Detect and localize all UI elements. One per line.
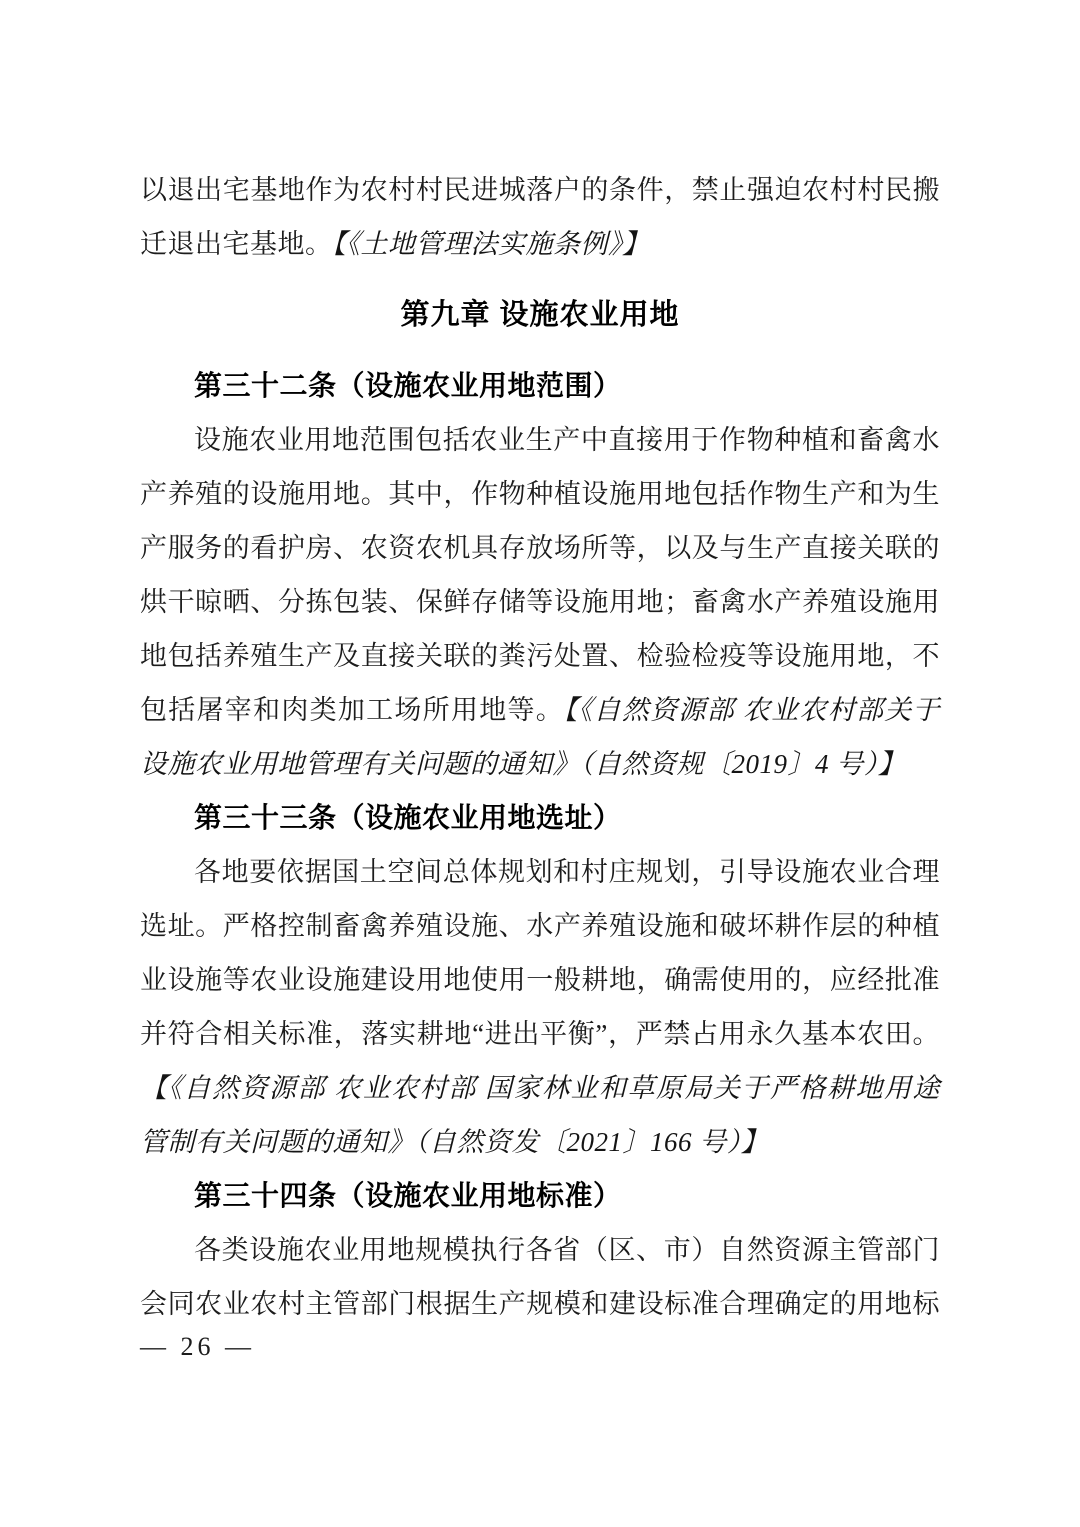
body-text: 迁退出宅基地。: [140, 229, 333, 259]
body-text: 会同农业农村主管部门根据生产规模和建设标准合理确定的用地标: [140, 1289, 940, 1319]
body-text: 产服务的看护房、农资农机具存放场所等，以及与生产直接关联的: [140, 533, 940, 563]
body-text: 地包括养殖生产及直接关联的粪污处置、检验检疫等设施用地，不: [140, 641, 940, 671]
body-text: 业设施等农业设施建设用地使用一般耕地，确需使用的，应经批准: [140, 965, 940, 995]
text-line: [140, 467, 940, 521]
text-line: [140, 1061, 940, 1115]
body-text: 各地要依据国土空间总体规划和村庄规划，引导设施农业合理: [194, 857, 940, 887]
article-heading: [140, 1169, 940, 1223]
citation-text: 【《土地管理法实施条例》】: [332, 229, 650, 259]
body-text: 设施农业用地范围包括农业生产中直接用于作物种植和畜禽水: [194, 425, 940, 455]
page-number: — 26 —: [140, 1332, 255, 1361]
heading-text: 第三十二条（设施农业用地范围）: [194, 370, 622, 401]
text-line: [140, 1115, 940, 1169]
text-line: [140, 217, 940, 271]
citation-text: 设施农业用地管理有关问题的通知》（自然资规〔2019〕4 号）】: [140, 749, 906, 779]
body-text: 选址。严格控制畜禽养殖设施、水产养殖设施和破坏耕作层的种植: [140, 911, 940, 941]
body-text: 各类设施农业用地规模执行各省（区、市）自然资源主管部门: [194, 1235, 940, 1265]
body-text: 产养殖的设施用地。其中，作物种植设施用地包括作物生产和为生: [140, 479, 940, 509]
text-line: [140, 845, 940, 899]
text-line: [140, 683, 940, 737]
text-line: [140, 1223, 940, 1277]
text-line: [140, 737, 940, 791]
text-line: [140, 899, 940, 953]
body-text: 烘干晾晒、分拣包装、保鲜存储等设施用地；畜禽水产养殖设施用: [140, 587, 940, 617]
citation-text: 【《自然资源部 农业农村部 国家林业和草原局关于严格耕地用途: [140, 1073, 940, 1103]
text-line: [140, 521, 940, 575]
citation-text: 管制有关问题的通知》（自然资发〔2021〕166 号）】: [140, 1127, 769, 1157]
body-text: 以退出宅基地作为农村村民进城落户的条件，禁止强迫农村村民搬: [140, 175, 940, 205]
text-line: [140, 1007, 940, 1061]
text-line: [140, 413, 940, 467]
text-line: [140, 629, 940, 683]
heading-text: 第三十四条（设施农业用地标准）: [194, 1180, 622, 1211]
text-line: [140, 575, 940, 629]
citation-text: 【《自然资源部 农业农村部关于: [564, 695, 941, 725]
body-text: 并符合相关标准，落实耕地“进出平衡”，严禁占用永久基本农田。: [140, 1019, 940, 1049]
heading-text: 第九章 设施农业用地: [400, 299, 680, 331]
text-line: [140, 1277, 940, 1331]
text-line: [140, 953, 940, 1007]
body-text: 包括屠宰和肉类加工场所用地等。: [140, 695, 565, 725]
article-heading: [140, 791, 940, 845]
text-line: [140, 163, 940, 217]
document-body: [140, 163, 940, 1331]
heading-text: 第三十三条（设施农业用地选址）: [194, 802, 622, 833]
chapter-heading: [140, 271, 940, 359]
article-heading: [140, 359, 940, 413]
